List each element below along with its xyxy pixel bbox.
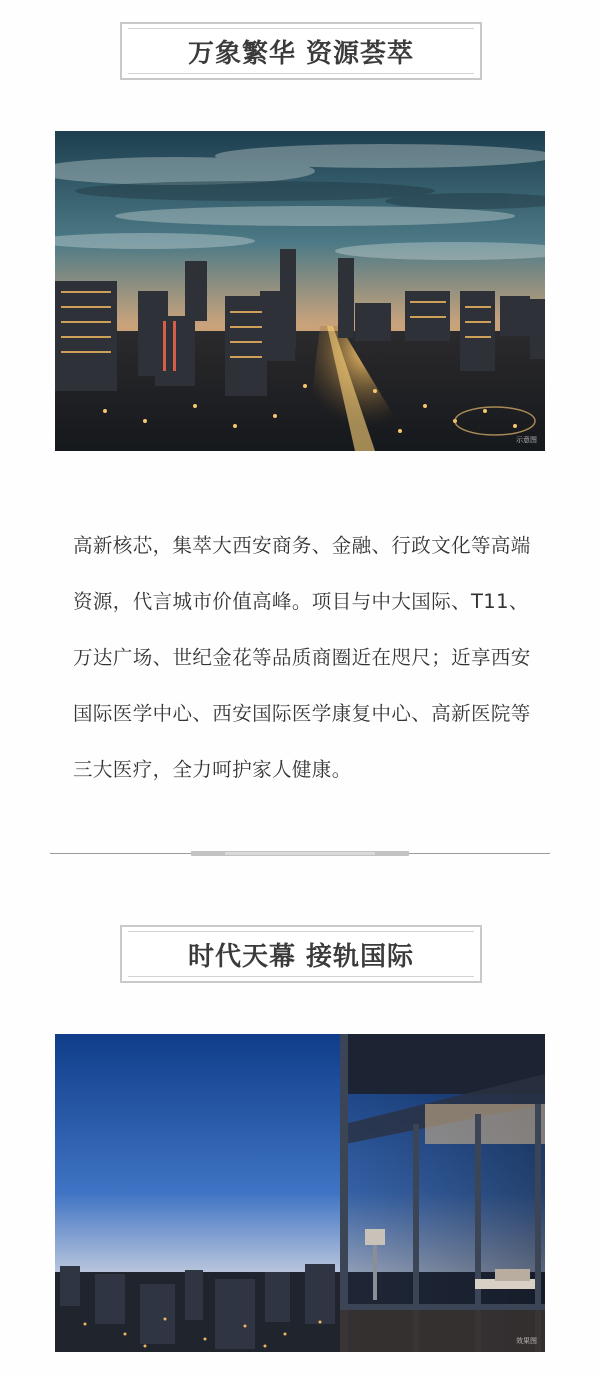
divider-ornament	[191, 851, 409, 856]
section-paragraph: 高新核芯，集萃大西安商务、金融、行政文化等高端资源，代言城市价值高峰。项目与中大国际、T11、万达广场、世纪金花等品质商圈近在咫尺；近享西安国际医学中心、西安国际医学康复中心、高新医院等三大医疗，全力呵护家人健康。	[73, 534, 531, 781]
city-skyline-image	[55, 131, 545, 451]
section-title: 时代天幕 接轨国际	[187, 941, 415, 972]
section-title-box	[120, 22, 482, 80]
image-caption: 示意图	[516, 436, 537, 444]
image-caption: 效果图	[516, 1337, 537, 1345]
section-title: 万象繁华 资源荟萃	[187, 38, 415, 69]
interior-view-image	[55, 1034, 545, 1352]
section-title-box	[120, 925, 482, 983]
